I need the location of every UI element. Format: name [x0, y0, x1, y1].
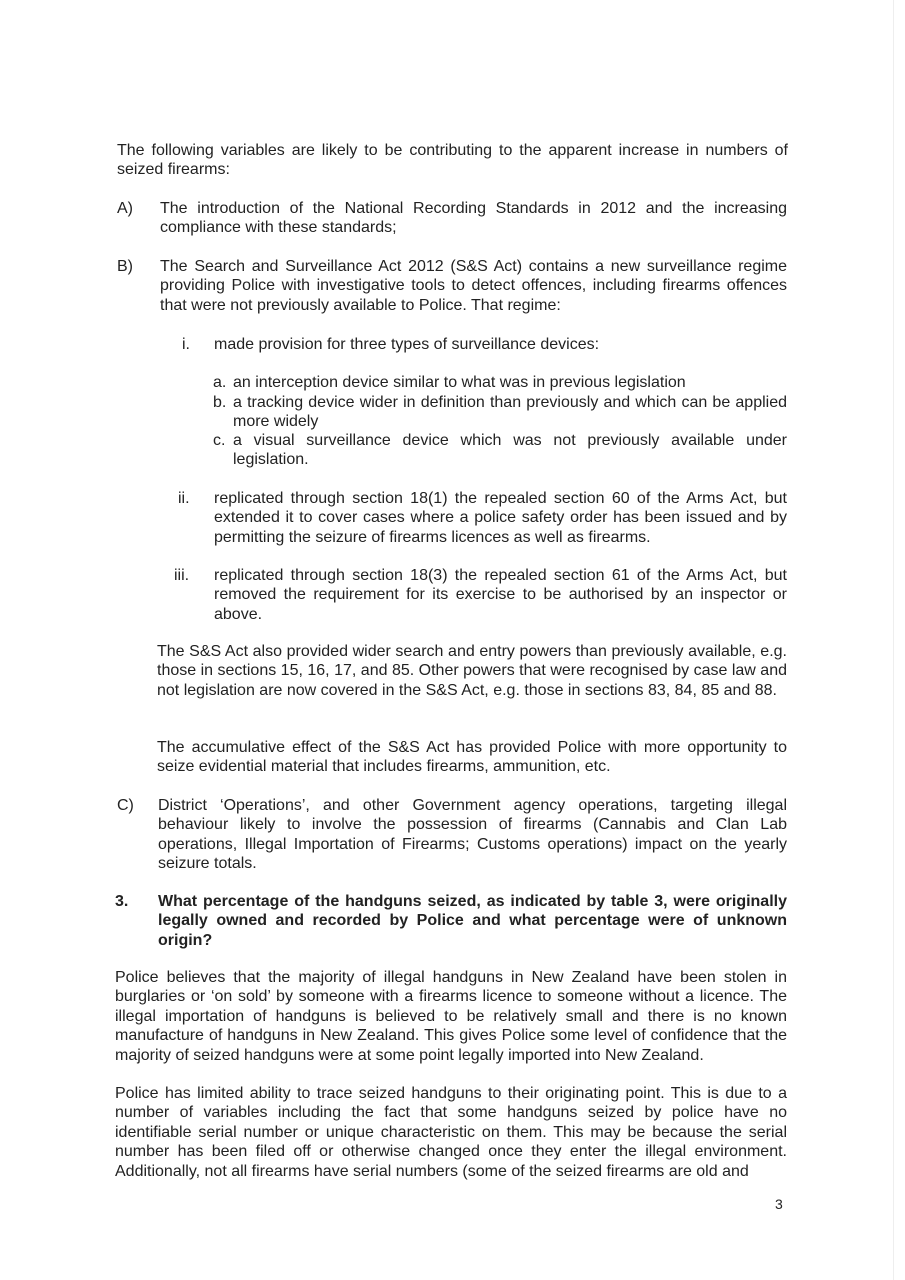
- item-c-label: C): [117, 797, 134, 814]
- sub-iii-label: iii.: [174, 567, 190, 584]
- intro-paragraph: The following variables are likely to be contributing to the apparent increase in numbers of seized firearms:: [117, 142, 788, 179]
- sub-i-text: made provision for three types of surveillance devices:: [214, 336, 600, 353]
- item-b-paragraph-1: The S&S Act also provided wider search and entry powers than previously available, e.g. those in sections 15, 16, 17, and 85. Other powers that were recognised by case law and not legislation are now covered in the S&S Act, e.g. those in sections 83, 84, 85 and 88.: [157, 643, 787, 699]
- sub-ii-text: replicated through section 18(1) the repealed section 60 of the Arms Act, but extended it to cover cases where a police safety order has been issued and by permitting the seizure of firearms licences as well as firearms.: [214, 490, 787, 546]
- device-c-text: a visual surveillance device which was not previously available under legislation.: [233, 432, 787, 469]
- device-c-label: c.: [213, 432, 226, 449]
- item-c-text: District ‘Operations’, and other Government agency operations, targeting illegal behaviour likely to involve the possession of firearms (Cannabis and Clan Lab operations, Illegal Importation of Firearms; Customs operations) impact on the yearly seizure totals.: [158, 797, 787, 873]
- device-b-label: b.: [213, 394, 227, 411]
- item-b-text: The Search and Surveillance Act 2012 (S&S Act) contains a new surveillance regime providing Police with investigative tools to detect offences, including firearms offences that were not previously available to Police. That regime:: [160, 258, 787, 314]
- device-a-label: a.: [213, 374, 227, 391]
- device-a-text: an interception device similar to what was in previous legislation: [233, 374, 686, 391]
- device-b-text: a tracking device wider in definition than previously and which can be applied more widely: [233, 394, 787, 431]
- answer-paragraph-2: Police has limited ability to trace seized handguns to their originating point. This is due to a number of variables including the fact that some handguns seized by police have no identifiable serial number or unique characteristic on them. This may be because the serial number has been filed off or otherwise changed once they enter the illegal environment. Additionally, not all firearms have serial numbers (some of the seized firearms are old and: [115, 1085, 787, 1180]
- item-a-label: A): [117, 200, 133, 217]
- item-b-label: B): [117, 258, 133, 275]
- item-b-paragraph-2: The accumulative effect of the S&S Act has provided Police with more opportunity to seize evidential material that includes firearms, ammunition, etc.: [157, 739, 787, 776]
- sub-iii-text: replicated through section 18(3) the repealed section 61 of the Arms Act, but removed the requirement for its exercise to be authorised by an inspector or above.: [214, 567, 787, 623]
- sub-ii-label: ii.: [178, 490, 190, 507]
- answer-paragraph-1: Police believes that the majority of illegal handguns in New Zealand have been stolen in burglaries or ‘on sold’ by someone with a firearms licence to someone without a licence. The illegal importation of handguns is believed to be relatively small and there is no known manufacture of handguns in New Zealand. This gives Police some level of confidence that the majority of seized handguns were at some point legally imported into New Zealand.: [115, 969, 787, 1064]
- question-heading: What percentage of the handguns seized, as indicated by table 3, were originally legally owned and recorded by Police and what percentage were of unknown origin?: [158, 893, 787, 949]
- question-number: 3.: [115, 893, 129, 910]
- sub-i-label: i.: [182, 336, 190, 353]
- item-a-text: The introduction of the National Recording Standards in 2012 and the increasing compliance with these standards;: [160, 200, 787, 237]
- page-number: 3: [775, 1196, 783, 1212]
- page-edge-divider: [893, 0, 894, 1280]
